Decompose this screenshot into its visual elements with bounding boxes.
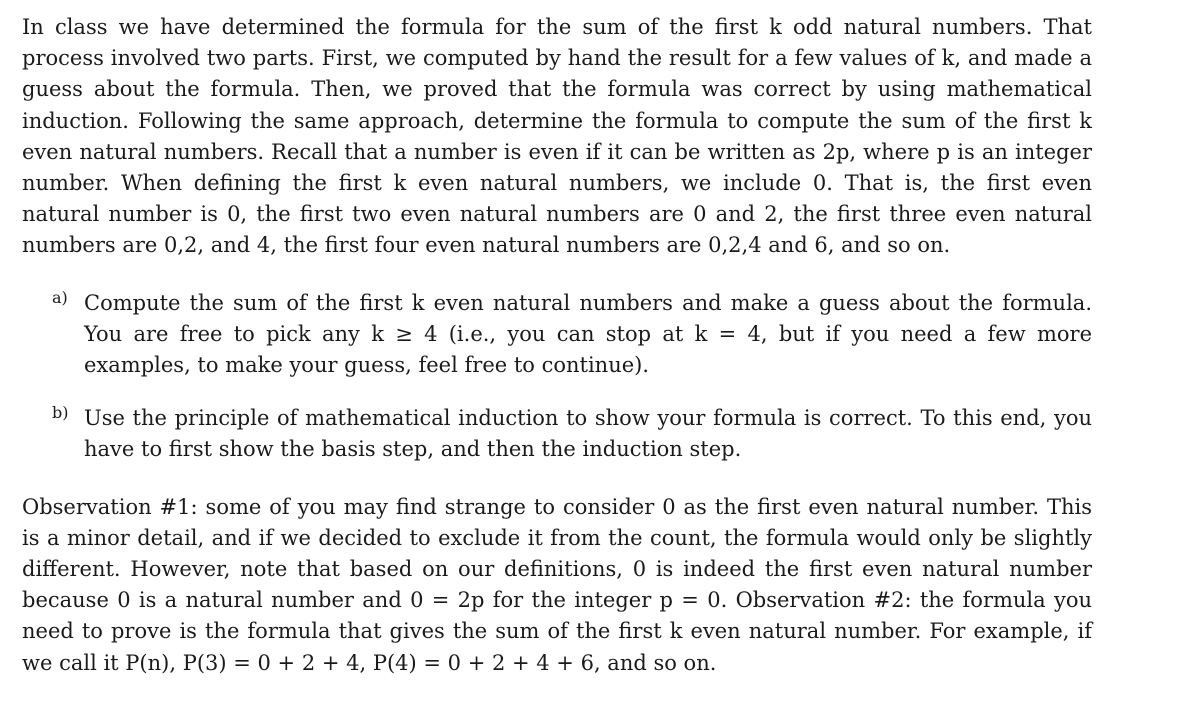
- list-item-a: [22, 288, 1092, 382]
- spacer: [22, 262, 1092, 288]
- spacer: [22, 381, 1092, 403]
- observations-paragraph: Observation #1: some of you may find strange to consider 0 as the first even natural number. This is a minor detail, and if we decided to exclude it from the count, the formula would only be slightly different. However, note that based on our definitions, 0 is indeed the first even natural number because 0 is a natural number and 0 = 2p for the integer p = 0. Observation #2: the formula you need to prove is the formula that gives the sum of the first k even natural number. For example, if we call it P(n), P(3) = 0 + 2 + 4, P(4) = 0 + 2 + 4 + 6, and so on.: [22, 494, 1092, 675]
- list-item-text: Use the principle of mathematical induction to show your formula is correct. To this end, you have to first show the basis step, and then the induction step.: [84, 406, 1092, 462]
- list-item-b: [22, 403, 1092, 465]
- intro-paragraph: In class we have determined the formula for the sum of the first k odd natural numbers. That process involved two parts. First, we computed by hand the result for a few values of k, and made a guess about the formula. Then, we proved that the formula was correct by using mathematical induction. Following the same approach, determine the formula to compute the sum of the first k even natural numbers. Recall that a number is even if it can be written as 2p, where p is an integer number. When defining the first k even natural numbers, we include 0. That is, the first even natural number is 0, the first two even natural numbers are 0 and 2, the first three even natural numbers are 0,2, and 4, the first four even natural numbers are 0,2,4 and 6, and so on.: [22, 15, 1092, 258]
- list-marker: a): [52, 287, 68, 307]
- spacer: [22, 466, 1092, 492]
- document-body: [22, 12, 1092, 679]
- list-item-text: Compute the sum of the first k even natural numbers and make a guess about the formula. You are free to pick any k ≥ 4 (i.e., you can stop at k = 4, but if you need a few more examples, to make your guess, feel free to continue).: [84, 290, 1092, 378]
- list-marker: b): [52, 403, 69, 423]
